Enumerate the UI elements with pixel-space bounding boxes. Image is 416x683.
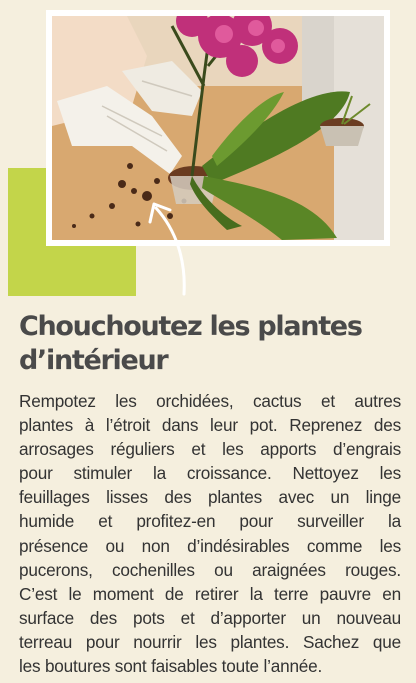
heading-line: Chouchoutez les plantes [19, 311, 362, 342]
heading-line: d’intérieur [19, 345, 168, 376]
photo-frame [46, 10, 390, 246]
body-line: pucerons, cochenilles ou araignées rouges. [19, 559, 401, 580]
article-body [19, 389, 401, 678]
body-line: pour stimuler la croissance. Nettoyez les [19, 463, 401, 484]
body-line: C’est le moment de retirer la terre pauvre en [19, 583, 401, 604]
curved-arrow-icon [140, 190, 200, 300]
orchid-repotting-photo [52, 16, 384, 240]
body-line: les boutures sont faisables toute l’année. [19, 656, 323, 677]
body-line: Rempotez les orchidées, cactus et autres [19, 391, 401, 411]
body-line: arrosages réguliers et les apports d’engrais [19, 439, 401, 460]
body-line: surface des pots et d’apporter un nouveau [19, 607, 401, 628]
article-heading [19, 310, 399, 378]
body-line: plantes à l’étroit dans leur pot. Reprenez des [19, 415, 401, 436]
body-line: feuillages lisses des plantes avec un linge [19, 487, 401, 508]
body-line: terreau pour nourrir les plantes. Sachez que [19, 631, 401, 652]
body-line: présence ou non d’indésirables comme les [19, 535, 401, 556]
body-line: humide et profitez-en pour surveiller la [19, 511, 401, 532]
